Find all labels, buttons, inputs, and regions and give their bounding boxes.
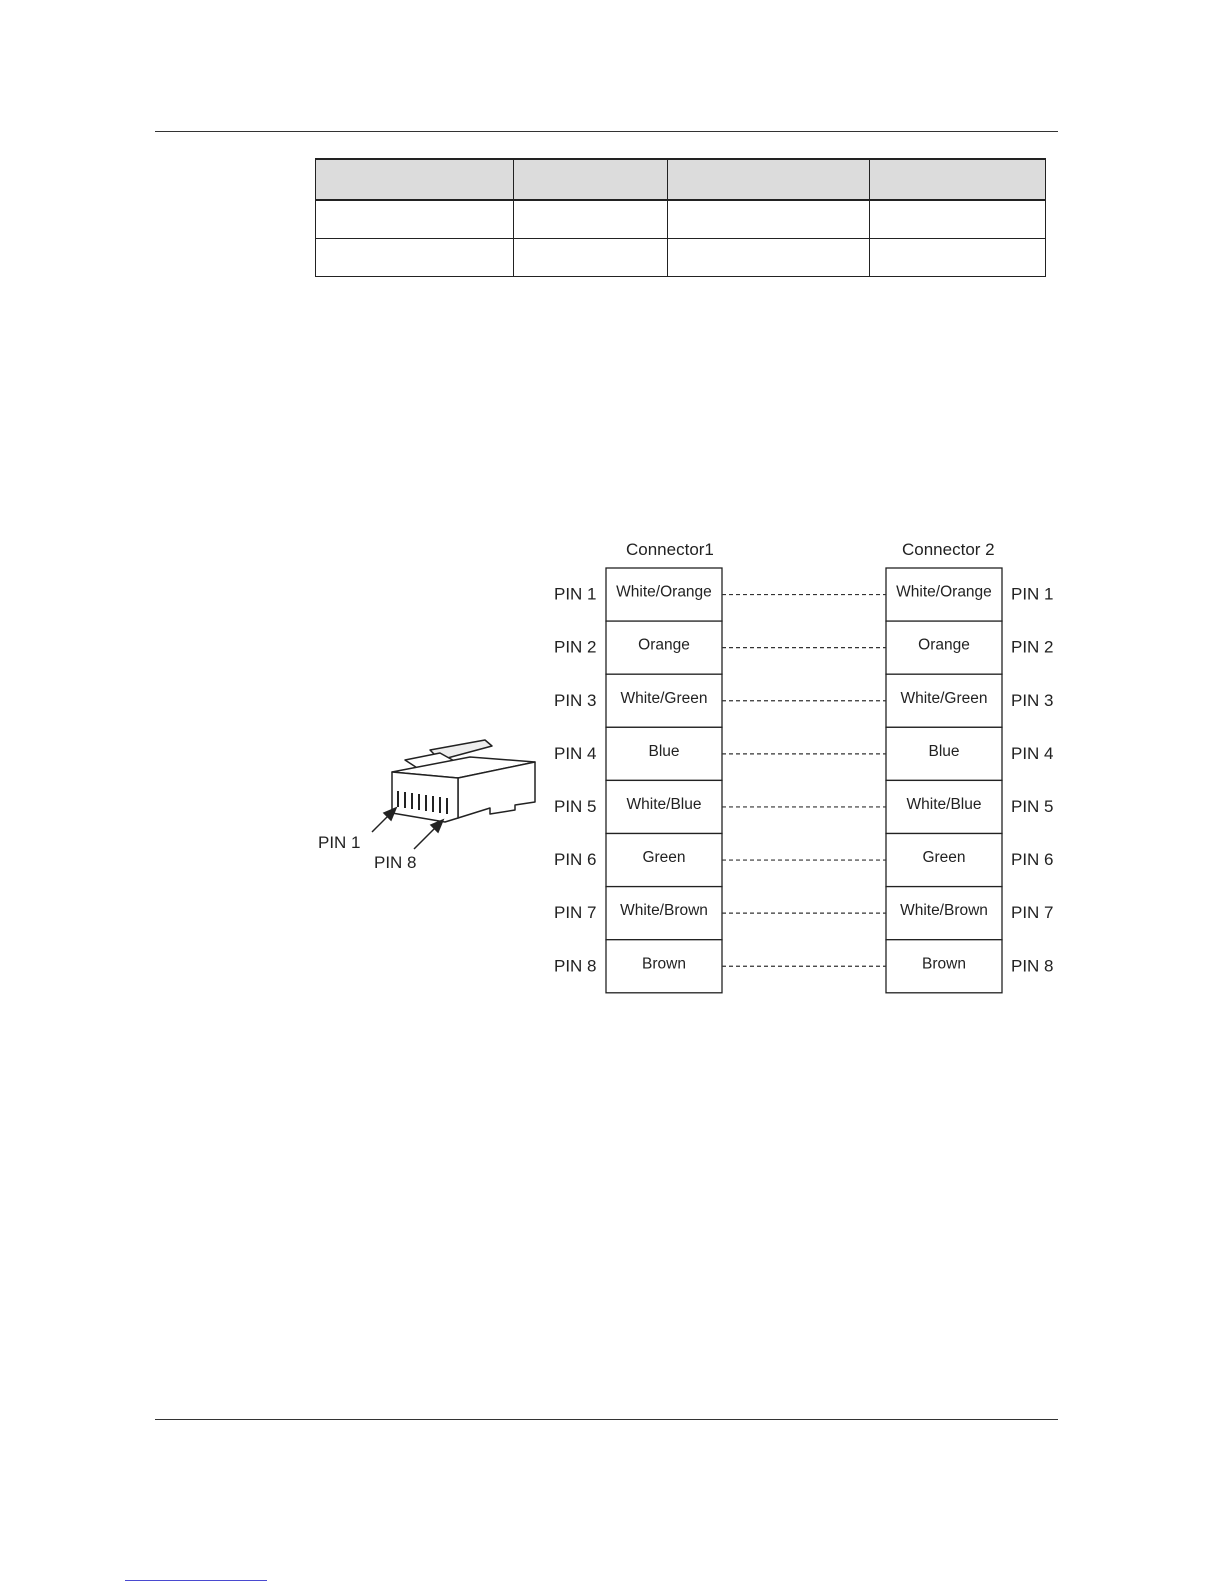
footer-rule [155,1419,1058,1420]
pin-row [554,780,1054,833]
connector-right-title: Connector 2 [902,540,995,559]
left-pin-label: PIN 3 [554,690,597,710]
left-pin-label: PIN 5 [554,796,597,816]
right-pin-label: PIN 3 [1011,690,1054,710]
left-wire-color: White/Orange [616,583,712,601]
connector-left-title: Connector1 [626,540,714,559]
plug-pin8-label: PIN 8 [374,853,417,872]
pin-row [554,834,1054,887]
plug-pin1-label: PIN 1 [318,833,361,852]
left-pin-label: PIN 4 [554,743,597,763]
right-wire-color: White/Blue [906,795,982,813]
pin-rows [554,568,1054,993]
pin-row [554,674,1054,727]
pin-row [554,727,1054,780]
rj45-plug-icon [392,740,535,822]
pin-row [554,621,1054,674]
left-wire-color: White/Green [620,689,708,707]
left-wire-color: White/Brown [620,902,708,920]
left-pin-label: PIN 2 [554,637,597,657]
pin-row [554,568,1054,621]
right-pin-label: PIN 1 [1011,584,1054,604]
left-wire-color: White/Blue [626,795,702,813]
right-wire-color: White/Brown [900,902,988,920]
right-wire-color: Brown [922,955,966,973]
right-pin-label: PIN 4 [1011,743,1054,763]
pin-row [554,940,1054,993]
pin-row [554,887,1054,940]
left-wire-color: Brown [642,955,686,973]
right-wire-color: Orange [918,636,970,654]
left-wire-color: Blue [648,742,680,760]
right-wire-color: Blue [928,742,960,760]
left-wire-color: Green [642,849,686,867]
right-pin-label: PIN 6 [1011,850,1054,870]
left-pin-label: PIN 1 [554,584,597,604]
right-pin-label: PIN 2 [1011,637,1054,657]
right-wire-color: White/Green [900,689,988,707]
right-pin-label: PIN 8 [1011,956,1054,976]
left-pin-label: PIN 6 [554,850,597,870]
left-pin-label: PIN 8 [554,956,597,976]
left-pin-label: PIN 7 [554,903,597,923]
left-wire-color: Orange [638,636,690,654]
right-wire-color: White/Orange [896,583,992,601]
footer-link-underline [125,1580,267,1581]
right-wire-color: Green [922,849,966,867]
right-pin-label: PIN 5 [1011,796,1054,816]
right-pin-label: PIN 7 [1011,903,1054,923]
